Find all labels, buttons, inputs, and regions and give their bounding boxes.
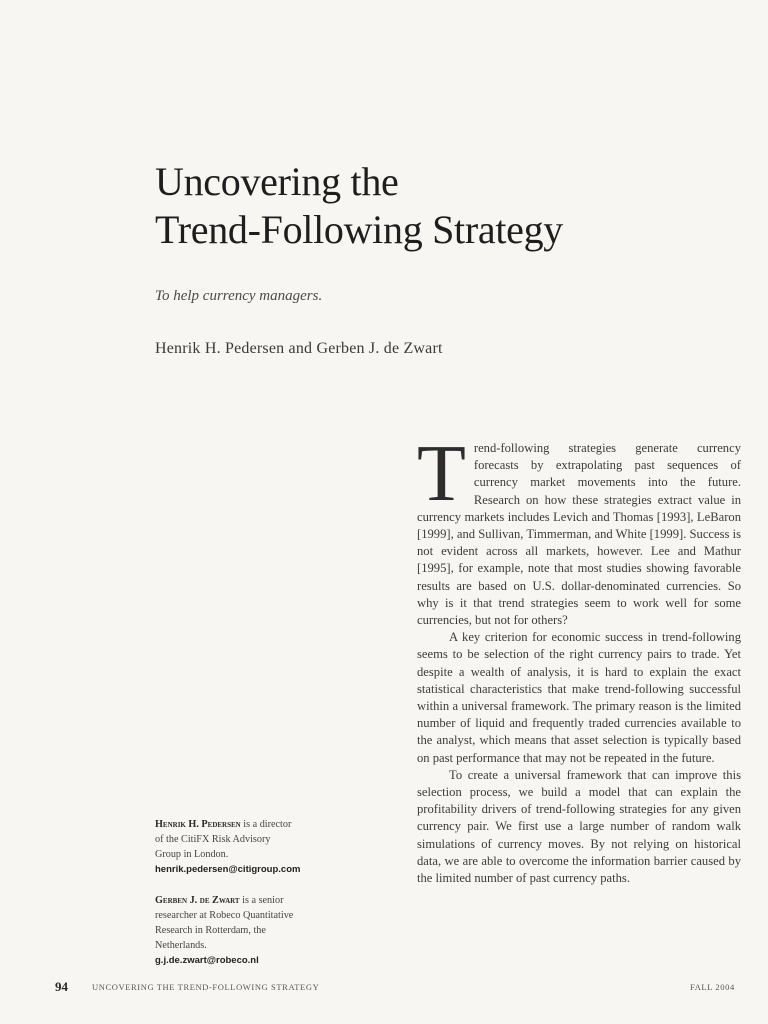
- body-paragraph-1-text: rend-following strategies generate currency forecasts by extrapolating past sequences of currency market movements into the future. Research on how these strategies extract value in currency markets includes Levich and Thomas [1993], LeBaron [1999], and Sullivan, Timmerman, and White [1999]. Success is not evident across all markets, however. Lee and Mathur [1995], for example, note that most studies showing favorable results are based on U.S. dollar-denominated currencies. So why is it that trend strategies seem to work well for some currencies, but not for others?: [417, 441, 741, 628]
- bio-name: Henrik H. Pedersen: [155, 819, 241, 830]
- author-bio-2: [155, 893, 295, 968]
- drop-cap: T: [417, 430, 466, 518]
- bio-email: henrik.pedersen@citigroup.com: [155, 864, 301, 875]
- issue-date: FALL 2004: [690, 982, 735, 992]
- running-head: UNCOVERING THE TREND-FOLLOWING STRATEGY: [92, 982, 320, 992]
- title-line-2: Trend-Following Strategy: [155, 207, 563, 252]
- body-paragraph-1: [417, 430, 741, 629]
- author-bio-1: [155, 817, 301, 877]
- body-paragraph-2: A key criterion for economic success in trend-following seems to be selection of the right currency pairs to trade. Yet despite a wealth of analysis, it is hard to explain the exact statistical characteristics that make trend-following successful within a universal framework. The primary reason is the limited number of liquid and frequently traded currencies available to the analyst, which means that asset selection is typically based on past performance that may not be repeated in the future.: [417, 630, 741, 765]
- title-line-1: Uncovering the: [155, 159, 399, 204]
- page-number: 94: [55, 979, 68, 994]
- bio-name: Gerben J. de Zwart: [155, 895, 240, 906]
- bio-email: g.j.de.zwart@robeco.nl: [155, 955, 259, 966]
- article-subtitle: To help currency managers.: [155, 288, 323, 304]
- author-bios: [155, 817, 301, 984]
- bio-text: is a senior researcher at Robeco Quantitative Research in Rotterdam, the Netherlands.: [155, 895, 294, 951]
- page-footer: [0, 979, 768, 999]
- body-column: [417, 430, 741, 887]
- bio-text: is a director of the CitiFX Risk Advisory Group in London.: [155, 819, 292, 860]
- body-paragraph-3: To create a universal framework that can improve this selection process, we build a model that can explain the profitability drivers of trend-following strategies for any given currency pair. We first use a large number of random walk simulations of currency moves. By not relying on historical data, we are able to overcome the information barrier caused by the limited number of past currency paths.: [417, 767, 741, 886]
- author-line: Henrik H. Pedersen and Gerben J. de Zwart: [155, 340, 443, 357]
- article-title: [155, 158, 563, 254]
